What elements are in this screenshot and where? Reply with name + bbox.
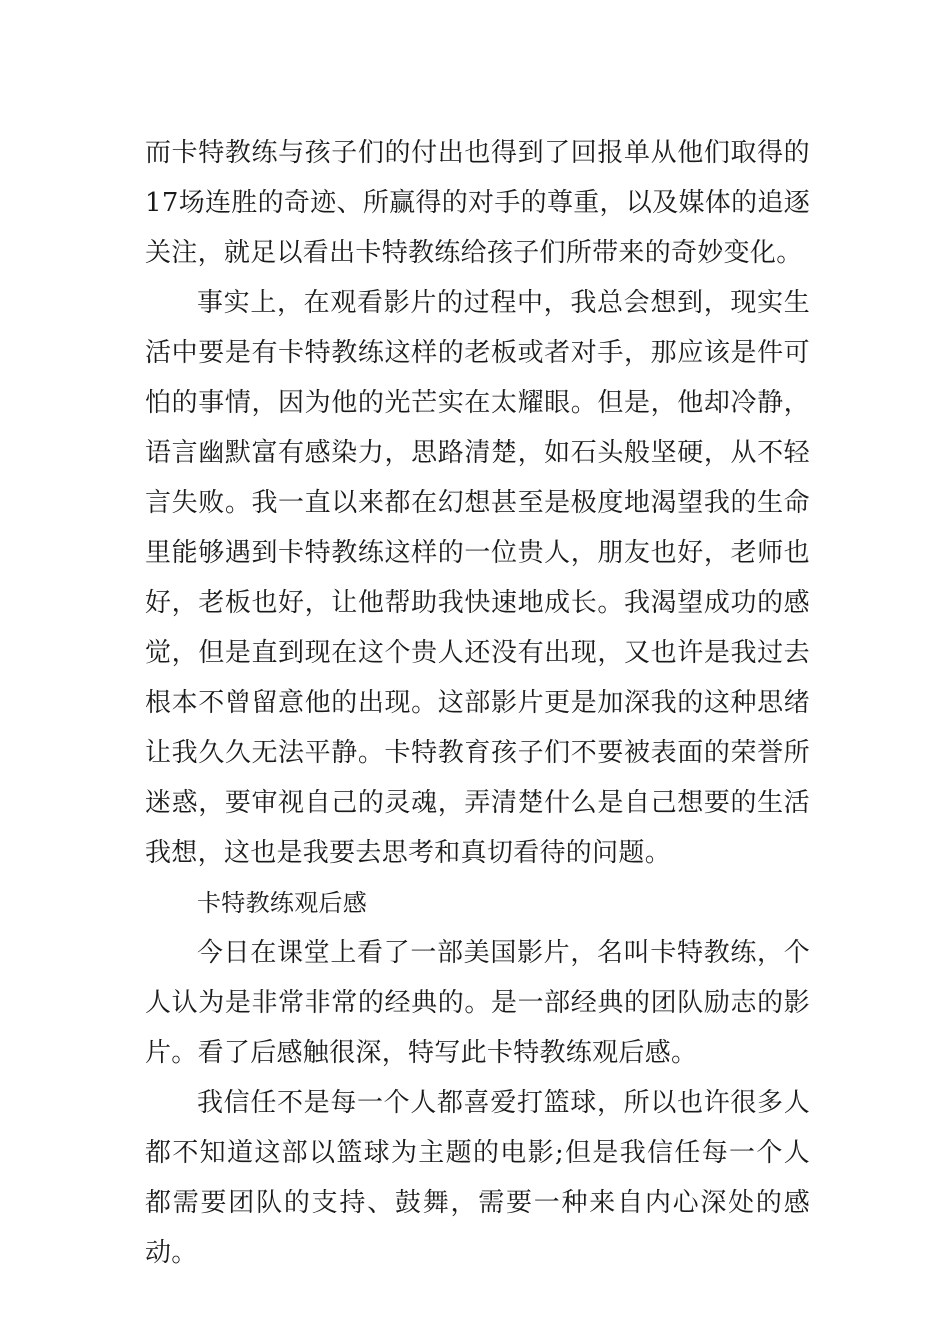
document-page	[145, 128, 810, 1278]
section-title: 卡特教练观后感	[197, 889, 368, 917]
paragraph-4: 我信任不是每一个人都喜爱打篮球，所以也许很多人都不知道这部以篮球为主题的电影;但是我信任每一个人都需要团队的支持、鼓舞，需要一种来自内心深处的感动。	[145, 1088, 810, 1268]
paragraph-3: 今日在课堂上看了一部美国影片，名叫卡特教练，个人认为是非常非常的经典的。是一部经典的团队励志的影片。看了后感触很深，特写此卡特教练观后感。	[145, 938, 810, 1068]
paragraph-2: 事实上，在观看影片的过程中，我总会想到，现实生活中要是有卡特教练这样的老板或者对手，那应该是件可怕的事情，因为他的光芒实在太耀眼。但是，他却冷静，语言幽默富有感染力，思路清楚，如石头般坚硬，从不轻言失败。我一直以来都在幻想甚至是极度地渴望我的生命里能够遇到卡特教练这样的一位贵人，朋友也好，老师也好，老板也好，让他帮助我快速地成长。我渴望成功的感觉，但是直到现在这个贵人还没有出现，又也许是我过去根本不曾留意他的出现。这部影片更是加深我的这种思绪让我久久无法平静。卡特教育孩子们不要被表面的荣誉所迷惑，要审视自己的灵魂，弄清楚什么是自己想要的生活我想，这也是我要去思考和真切看待的问题。	[145, 288, 810, 868]
paragraph-1: 而卡特教练与孩子们的付出也得到了回报单从他们取得的17场连胜的奇迹、所赢得的对手的尊重，以及媒体的追逐关注，就足以看出卡特教练给孩子们所带来的奇妙变化。	[145, 138, 810, 268]
